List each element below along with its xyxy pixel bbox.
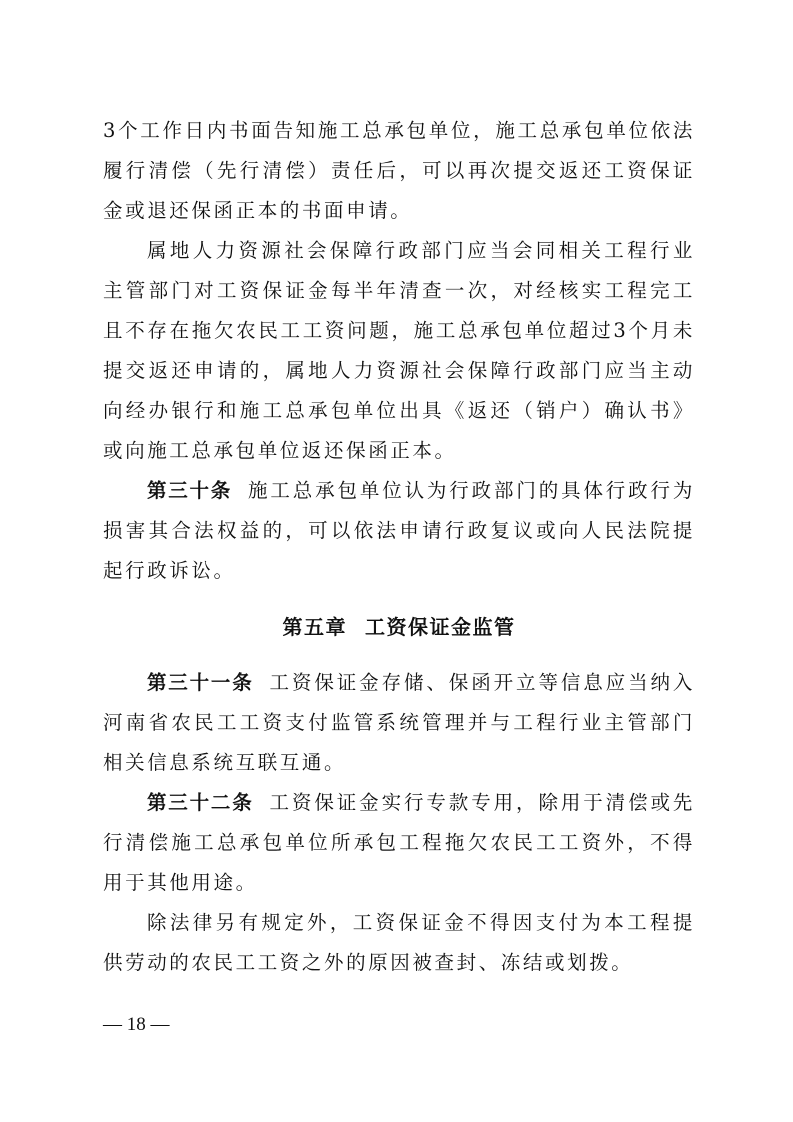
- article-31: [103, 663, 695, 783]
- paragraph-text: 属地人力资源社会保障行政部门应当会同相关工程行业主管部门对工资保证金每半年清查一次，对经核实工程完工且不存在拖欠农民工工资问题，施工总承包单位超过3个月未提交返还申请的，属地人力资源社会保障行政部门应当主动向经办银行和施工总承包单位出具《返还（销户）确认书》或向施工总承包单位返还保函正本。: [103, 239, 695, 462]
- chapter-title: 工资保证金监管: [365, 615, 516, 639]
- article-number: 第三十二条: [147, 791, 254, 814]
- document-body: [103, 111, 695, 983]
- article-number: 第三十一条: [147, 671, 254, 694]
- paragraph-text: 施工总承包单位认为行政部门的具体行政行为损害其合法权益的，可以依法申请行政复议或向人民法院提起行政诉讼。: [103, 479, 695, 582]
- paragraph-continuation: [103, 111, 695, 231]
- paragraph-text: 工资保证金存储、保函开立等信息应当纳入河南省农民工工资支付监管系统管理并与工程行业主管部门相关信息系统互联互通。: [103, 671, 695, 774]
- chapter-heading: [103, 607, 695, 647]
- paragraph-text: 工资保证金实行专款专用，除用于清偿或先行清偿施工总承包单位所承包工程拖欠农民工工资外，不得用于其他用途。: [103, 791, 695, 894]
- page-number: — 18 —: [103, 1014, 170, 1035]
- chapter-number: 第五章: [282, 615, 347, 639]
- article-number: 第三十条: [147, 479, 233, 502]
- paragraph: [103, 903, 695, 983]
- paragraph-text: 除法律另有规定外，工资保证金不得因支付为本工程提供劳动的农民工工资之外的原因被查封、冻结或划拨。: [103, 911, 695, 974]
- article-32: [103, 783, 695, 903]
- paragraph-text: 3个工作日内书面告知施工总承包单位，施工总承包单位依法履行清偿（先行清偿）责任后，可以再次提交返还工资保证金或退还保函正本的书面申请。: [103, 119, 695, 222]
- paragraph: [103, 231, 695, 471]
- article-30: [103, 471, 695, 591]
